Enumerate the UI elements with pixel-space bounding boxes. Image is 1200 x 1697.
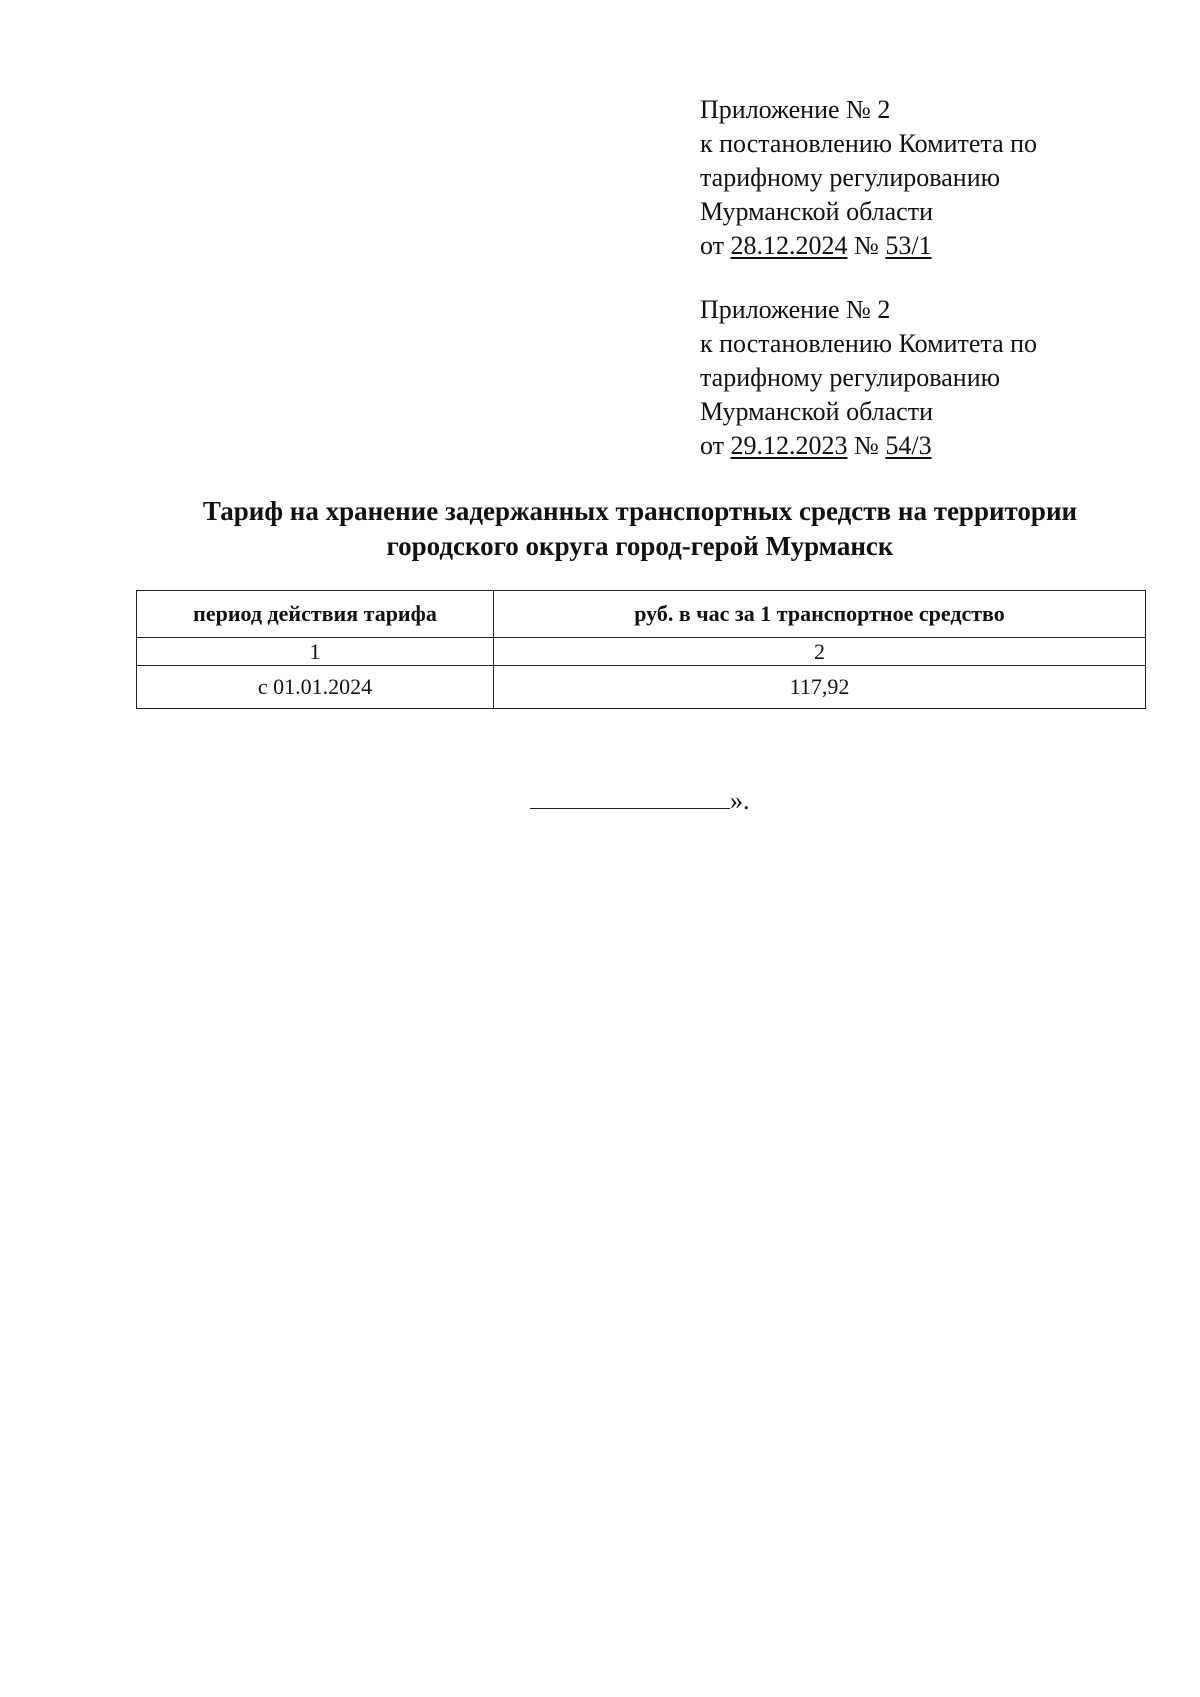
number-sign: № (854, 431, 879, 460)
appendix-title: Приложение № 2 (700, 95, 891, 124)
column-number-row (137, 638, 1146, 666)
header-period: период действия тарифа (137, 591, 494, 638)
appendix-block-previous (700, 293, 1120, 463)
appendix-line: тарифному регулированию (700, 163, 1001, 192)
date-prefix: от (700, 231, 725, 260)
appendix-line: к постановлению Комитета по (700, 329, 1038, 358)
date-prefix: от (700, 431, 725, 460)
resolution-date: 29.12.2023 (730, 431, 848, 460)
rate-cell: 117,92 (494, 666, 1146, 709)
appendix-line: Мурманской области (700, 397, 933, 426)
resolution-number: 53/1 (885, 231, 932, 260)
resolution-date: 28.12.2024 (730, 231, 848, 260)
header-rate: руб. в час за 1 транспортное средство (494, 591, 1146, 638)
table-row (137, 666, 1146, 709)
appendix-line: тарифному регулированию (700, 363, 1001, 392)
closing-quote: ». (730, 786, 750, 815)
appendix-title: Приложение № 2 (700, 295, 891, 324)
closing-line (530, 782, 750, 818)
number-sign: № (854, 231, 879, 260)
appendix-block-current (700, 93, 1120, 263)
period-cell: с 01.01.2024 (137, 666, 494, 709)
table-header-row (137, 591, 1146, 638)
appendix-date-line (700, 429, 1120, 463)
appendix-line: к постановлению Комитета по (700, 129, 1038, 158)
blank-line (530, 782, 730, 809)
resolution-number: 54/3 (885, 431, 932, 460)
title-line-1: Тариф на хранение задержанных транспортных средств на территории (202, 496, 1078, 526)
title-line-2: городского округа город-герой Мурманск (386, 531, 894, 561)
column-number: 2 (494, 638, 1146, 666)
tariff-table (136, 590, 1146, 709)
appendix-date-line (700, 229, 1120, 263)
appendix-line: Мурманской области (700, 197, 933, 226)
column-number: 1 (137, 638, 494, 666)
document-title (120, 494, 1160, 564)
